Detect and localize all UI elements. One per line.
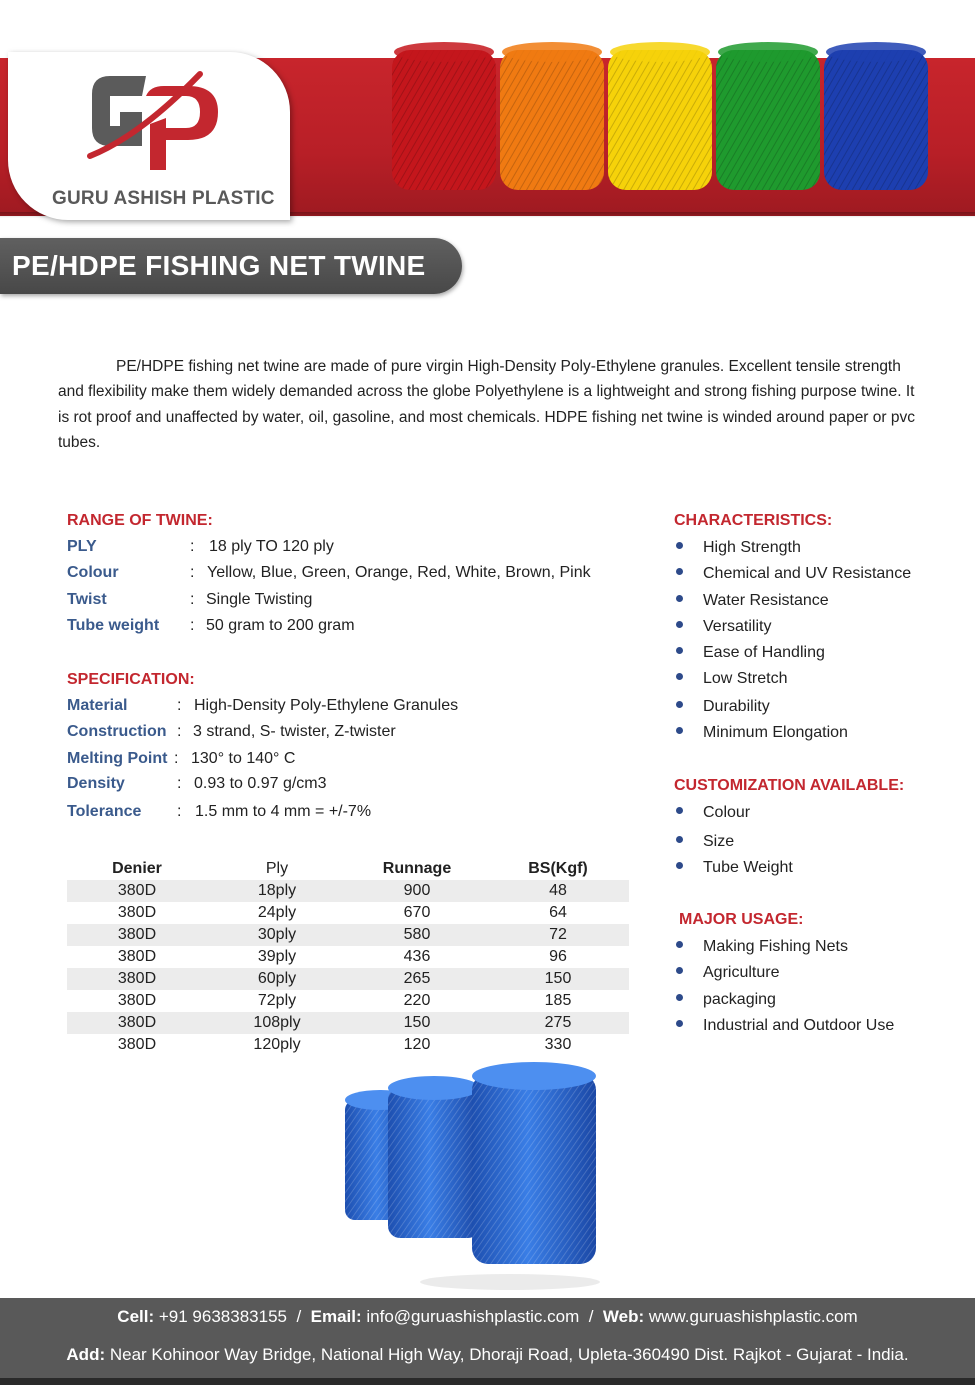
customization-text: Size [703,833,735,850]
table-cell: 108ply [207,1012,347,1034]
table-cell: 580 [347,924,487,946]
bullet-icon [676,1020,683,1027]
colon: : [174,750,179,767]
table-cell: 220 [403,992,431,1009]
table-cell: 150 [487,968,629,990]
footer-strip [0,1378,975,1385]
list-item [676,1017,894,1035]
table-row [67,1034,629,1056]
list-item [676,991,776,1009]
list-item [676,644,825,662]
table-cell: 275 [487,1012,629,1034]
table-header-runnage: Runnage [382,860,452,877]
table-cell: 120ply [253,1036,301,1053]
bullet-icon [676,621,683,628]
table-cell: 48 [487,880,629,902]
bullet-icon [676,568,683,575]
colon: : [177,775,182,792]
table-cell: 330 [544,1036,572,1053]
characteristic-text: Versatility [703,618,772,635]
red-spool-top [394,42,494,62]
bullet-icon [676,542,683,549]
table-cell: 39ply [257,948,297,965]
range-value-ply: 18 ply TO 120 ply [209,538,334,555]
table-cell: 60ply [207,968,347,990]
range-label-ply: PLY [67,538,97,555]
customization-text: Tube Weight [703,859,793,876]
list-item [676,724,848,742]
web-label: Web: [602,1307,645,1326]
list-item [676,804,750,822]
range-value-tube-weight: 50 gram to 200 gram [206,617,355,634]
colon: : [177,803,182,820]
table-row [67,990,629,1012]
bullet-icon [676,727,683,734]
characteristic-text: Low Stretch [703,670,788,687]
address-label: Add: [66,1345,106,1364]
list-item [676,618,771,636]
table-cell: 380D [117,1036,157,1053]
colon: : [190,538,195,555]
table-row [67,880,629,902]
table-cell: 24ply [257,904,297,921]
characteristic-text: Minimum Elongation [703,724,848,741]
range-value-twist: Single Twisting [206,591,313,608]
green-spool-texture [716,50,820,190]
bullet-icon [676,862,683,869]
gp-logo-icon [80,66,230,176]
email-label: Email: [310,1307,362,1326]
table-cell: 18ply [207,880,347,902]
web-link[interactable]: www.guruashishplastic.com [648,1307,858,1326]
separator: / [588,1307,594,1326]
bullet-icon [676,807,683,814]
blue-spool-texture [824,50,928,190]
spec-label-density: Density [67,775,125,792]
spec-value-construction: 3 strand, S- twister, Z-twister [193,723,396,740]
table-cell: 380D [67,968,207,990]
specification-heading: SPECIFICATION: [67,671,195,688]
bullet-icon [676,941,683,948]
list-item [676,833,734,851]
footer-contact-line [0,1307,975,1327]
table-cell: 380D [117,904,157,921]
bullet-icon [676,701,683,708]
yellow-spool-top [610,42,710,62]
colon: : [177,723,182,740]
table-cell: 30ply [207,924,347,946]
range-value-colour: Yellow, Blue, Green, Orange, Red, White, Brown, Pink [207,564,591,581]
usage-text: Agriculture [703,964,780,981]
table-cell: 265 [347,968,487,990]
table-row [67,902,629,924]
cell-label: Cell: [117,1307,155,1326]
spec-label-material: Material [67,697,128,714]
list-item [676,592,829,610]
email-link[interactable]: info@guruashishplastic.com [366,1307,580,1326]
spec-value-tolerance: 1.5 mm to 4 mm = +/-7% [195,803,372,820]
table-header-row [67,858,629,880]
characteristic-text: Water Resistance [703,592,829,609]
table-cell: 436 [403,948,431,965]
range-label-colour: Colour [67,564,119,581]
bullet-icon [676,595,683,602]
brand-name: GURU ASHISH PLASTIC [52,188,275,209]
spec-label-tolerance: Tolerance [67,803,142,820]
customization-text: Colour [703,804,751,821]
table-header-ply: Ply [265,860,289,877]
cell-number[interactable]: +91 9638383155 [158,1307,287,1326]
spec-value-material: High-Density Poly-Ethylene Granules [194,697,459,714]
table-cell: 185 [544,992,572,1009]
table-cell: 72 [487,924,629,946]
table-cell: 900 [347,880,487,902]
usage-text: packaging [703,991,776,1008]
spec-value-melting-point: 130° to 140° C [191,750,296,767]
characteristic-text: High Strength [703,539,801,556]
orange-spool-top [502,42,602,62]
separator: / [296,1307,302,1326]
list-item [676,565,911,583]
table-row [67,1012,629,1034]
orange-spool-texture [500,50,604,190]
bullet-icon [676,994,683,1001]
range-label-tube-weight: Tube weight [67,617,160,634]
usage-text: Making Fishing Nets [703,938,848,955]
characteristic-text: Ease of Handling [703,644,825,661]
table-header-bs: BS(Kgf) [528,860,588,877]
table-row [67,946,629,968]
list-item [676,670,787,688]
table-cell: 380D [117,948,157,965]
list-item [676,698,770,716]
table-cell: 670 [403,904,431,921]
colored-spools-image [392,38,932,198]
table-cell: 380D [67,880,207,902]
colon: : [177,697,182,714]
list-item [676,938,848,956]
table-cell: 380D [67,924,207,946]
characteristic-text: Durability [703,698,770,715]
characteristic-text: Chemical and UV Resistance [703,565,912,582]
footer-address-line [0,1345,975,1365]
spec-label-construction: Construction [67,723,167,740]
intro-paragraph: PE/HDPE fishing net twine are made of pure virgin High-Density Poly-Ethylene granules. Excellent tensile strength and flexibility make them widely demanded across the globe Polyethylene is a lightweight and strong fishing purpose twine. It is rot proof and unaffected by water, oil, gasoline, and most chemicals. HDPE fishing net twine is winded around paper or pvc tubes. [58,358,915,451]
table-cell: 96 [549,948,567,965]
table-cell: 72ply [257,992,297,1009]
colon: : [190,564,195,581]
bullet-icon [676,673,683,680]
colon: : [190,617,195,634]
range-label-twist: Twist [67,591,107,608]
bullet-icon [676,647,683,654]
green-spool-top [718,42,818,62]
red-spool-texture [392,50,496,190]
table-header-denier: Denier [112,860,162,877]
table-cell: 64 [549,904,567,921]
table-cell: 120 [403,1036,431,1053]
table-cell: 150 [347,1012,487,1034]
list-item [676,859,793,877]
characteristics-heading: CHARACTERISTICS: [674,512,833,529]
table-cell: 380D [117,992,157,1009]
range-heading: RANGE OF TWINE: [67,512,213,529]
bullet-icon [676,836,683,843]
list-item [676,964,779,982]
bullet-icon [676,967,683,974]
spec-label-melting-point: Melting Point [67,750,168,767]
spec-table [67,858,629,1056]
usage-heading: MAJOR USAGE: [679,911,804,928]
blue-twine-spools-image [340,1060,620,1300]
usage-text: Industrial and Outdoor Use [703,1017,895,1034]
table-row [67,968,629,990]
table-cell: 380D [67,1012,207,1034]
spec-value-density: 0.93 to 0.97 g/cm3 [194,775,327,792]
address-text: Near Kohinoor Way Bridge, National High Way, Dhoraji Road, Upleta-360490 Dist. Rajkot - Gujarat - India. [109,1345,909,1364]
customization-heading: CUSTOMIZATION AVAILABLE: [674,777,905,794]
yellow-spool-texture [608,50,712,190]
list-item [676,539,801,557]
blue-spool-top [826,42,926,62]
table-row [67,924,629,946]
page-title: PE/HDPE FISHING NET TWINE [12,250,426,281]
colon: : [190,591,195,608]
